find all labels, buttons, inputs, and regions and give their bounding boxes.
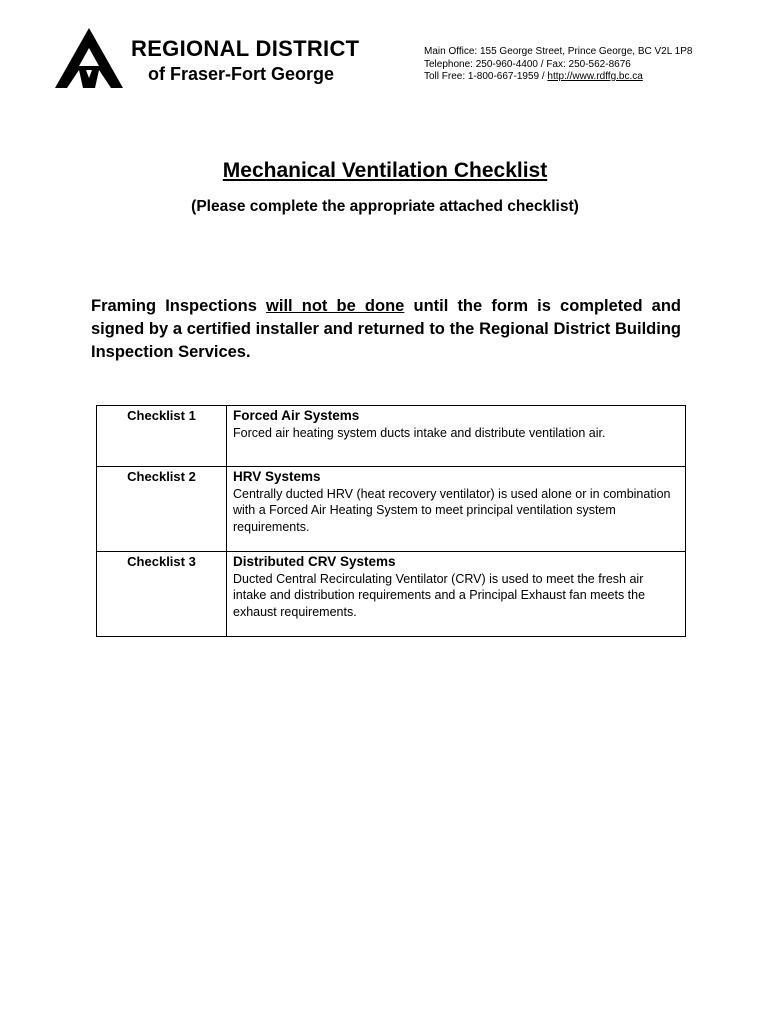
checklist-description: Centrally ducted HRV (heat recovery ventilator) is used alone or in combination with a Forced Air Heating System to meet principal ventilation system requirements. bbox=[233, 486, 671, 534]
logo-triangle-icon bbox=[53, 26, 125, 90]
checklist-details bbox=[227, 406, 686, 467]
checklist-label: Checklist 2 bbox=[97, 467, 227, 552]
logo-text-secondary: of Fraser-Fort George bbox=[148, 64, 335, 84]
contact-toll-free bbox=[424, 71, 692, 84]
checklist-name: Distributed CRV Systems bbox=[233, 554, 396, 569]
table-row bbox=[97, 467, 686, 552]
page-subtitle: (Please complete the appropriate attached checklist) bbox=[191, 198, 579, 215]
checklist-details bbox=[227, 467, 686, 552]
toll-free-text: Toll Free: 1-800-667-1959 / bbox=[424, 71, 548, 82]
checklist-label: Checklist 1 bbox=[97, 406, 227, 467]
checklist-name: Forced Air Systems bbox=[233, 408, 360, 423]
contact-address: Main Office: 155 George Street, Prince George, BC V2L 1P8 bbox=[424, 46, 693, 57]
logo-text-primary: REGIONAL DISTRICT bbox=[131, 36, 360, 61]
checklist-name: HRV Systems bbox=[233, 469, 321, 484]
inspection-notice bbox=[91, 295, 681, 364]
organization-logo bbox=[53, 26, 373, 90]
contact-phone-fax: Telephone: 250-960-4400 / Fax: 250-562-8676 bbox=[424, 58, 631, 70]
checklist-description: Forced air heating system ducts intake and distribute ventilation air. bbox=[233, 425, 606, 440]
website-link[interactable]: http://www.rdffg.bc.ca bbox=[547, 71, 643, 82]
notice-text-start: Framing Inspections bbox=[91, 297, 267, 315]
checklist-label: Checklist 3 bbox=[97, 552, 227, 637]
checklist-table bbox=[96, 405, 686, 637]
page-title: Mechanical Ventilation Checklist bbox=[222, 159, 548, 182]
table-row bbox=[97, 552, 686, 637]
table-row bbox=[97, 406, 686, 467]
checklist-details bbox=[227, 552, 686, 637]
contact-info bbox=[424, 46, 692, 84]
notice-emphasis: will not be done bbox=[266, 297, 405, 315]
notice-text-end: until the form is completed and signed by a certified installer and returned to the Regional District Building Inspection Services. bbox=[91, 297, 681, 361]
checklist-description: Ducted Central Recirculating Ventilator (CRV) is used to meet the fresh air intake and distribution requirements and a Principal Exhaust fan meets the exhaust requirements. bbox=[233, 571, 646, 619]
